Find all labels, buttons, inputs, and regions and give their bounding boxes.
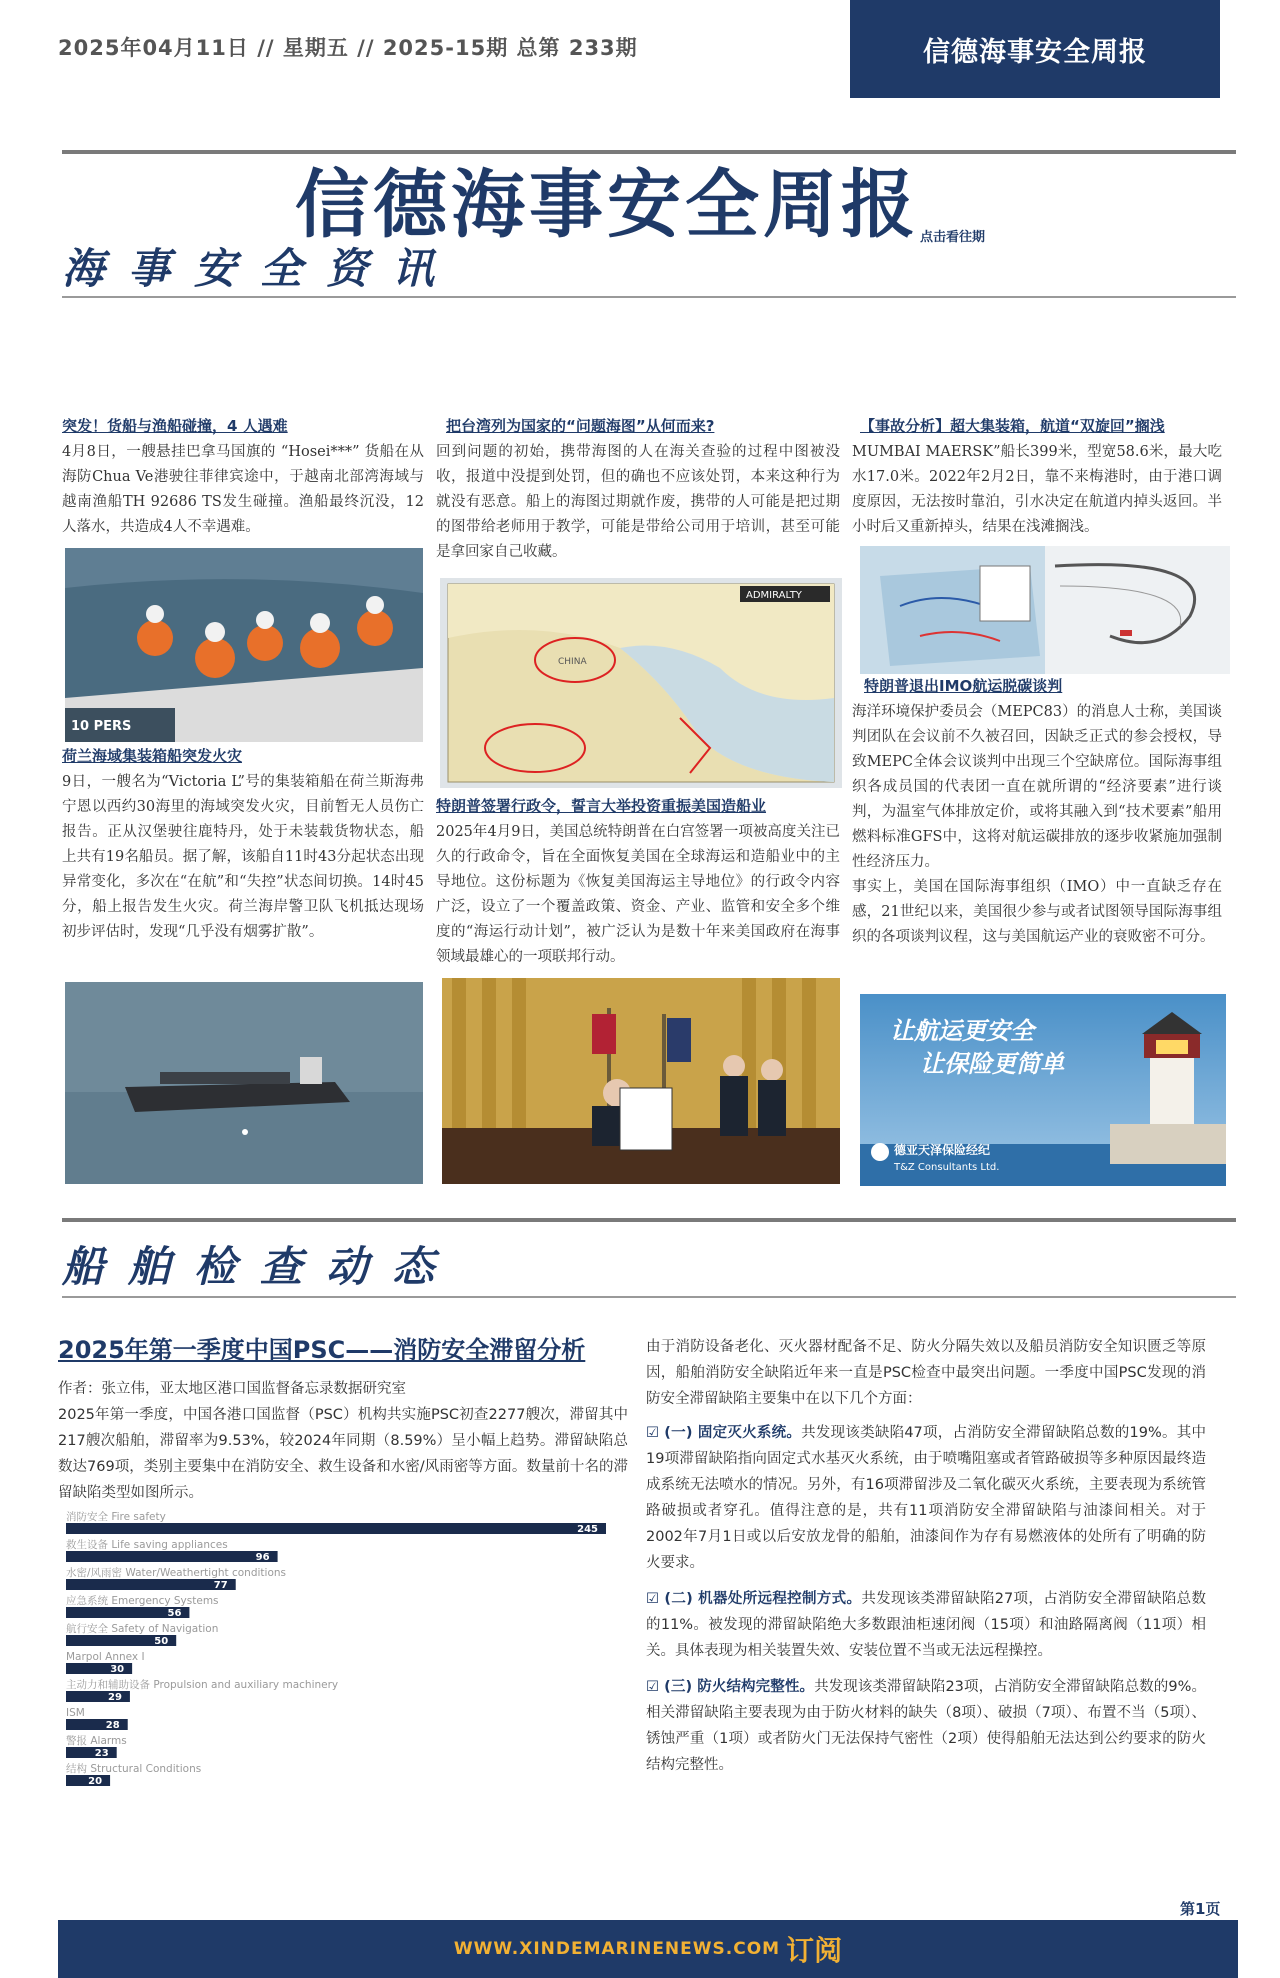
psc-detention-bar-chart (62, 1510, 622, 1790)
psc-article-title[interactable]: 2025年第一季度中国PSC——消防安全滞留分析 (58, 1336, 586, 1364)
bar-value-label: 50 (154, 1636, 169, 1647)
footer-bar (58, 1920, 1238, 1978)
insurance-ad-banner[interactable] (860, 994, 1226, 1186)
article-text-imo-1: 海洋环境保护委员会（MEPC83）的消息人士称，美国谈判团队在会议前不久被召回，因缺乏正式的参会授权，导致MEPC全体会议谈判中出现三个空缺席位。国际海事组织各成员国的代表团一直在就所谓的“经济要素”进行谈判，为温室气体排放定价，或将其融入到“技术要素”船用燃料标准GFS中，这将对航运碳排放的逐步收紧施加强制性经济压力。 (852, 704, 1222, 870)
bar-value-label: 30 (110, 1664, 125, 1675)
point-3-text: 共发现该类滞留缺陷23项，占消防安全滞留缺陷总数的9%。相关滞留缺陷主要表现为由于防火材料的缺失（8项）、破损（7项）、布置不当（5项）、锈蚀严重（1项）或者防火门无法保持气密性（2项）使得船舶无法达到公约要求的防火结构完整性。 (646, 1679, 1206, 1773)
bar-category-label: 救生设备 Life saving appliances (66, 1539, 228, 1551)
psc-intro: 2025年第一季度，中国各港口国监督（PSC）机构共实施PSC初查2277艘次，滞留其中217艘次船舶，滞留率为9.53%，较2024年同期（8.59%）呈小幅上趋势。滞留缺陷总数达769项，类别主要集中在消防安全、救生设备和水密/风雨密等方面。数量前十名的滞留缺陷类型如图所示。 (58, 1407, 628, 1501)
point-3-label: (三) 防火结构完整性。 (664, 1679, 815, 1695)
section-rule-inspection (62, 1296, 1236, 1298)
past-issues-link[interactable]: 点击看往期 (920, 230, 986, 245)
page-number: 第1页 (1180, 1900, 1221, 1918)
bar-category-label: 结构 Structural Conditions (66, 1763, 202, 1775)
analysis-point-3 (646, 1674, 1206, 1778)
article-text-imo-2: 事实上，美国在国际海事组织（IMO）中一直缺乏存在感，21世纪以来，美国很少参与或者试图领导国际海事组织的各项谈判议程，这与美国航运产业的衰败密不可分。 (852, 879, 1222, 945)
article-headline-shipbuilding[interactable]: 特朗普签署行政令，誓言大举投资重振美国造船业 (436, 797, 767, 815)
bar-category-label: 应急系统 Emergency Systems (66, 1595, 219, 1607)
bar-category-label: 警报 Alarms (66, 1735, 127, 1747)
grounding-track-diagram (860, 546, 1230, 674)
analysis-intro: 由于消防设备老化、灭火器材配备不足、防火分隔失效以及船员消防安全知识匮乏等原因，船舶消防安全缺陷近年来一直是PSC检查中最突出问题。一季度中国PSC发现的消防安全滞留缺陷主要集中在以下几个方面： (646, 1339, 1206, 1407)
point-1-text: 共发现该类缺陷47项，占消防安全滞留缺陷总数的19%。其中19项滞留缺陷指向固定式水基灭火系统，由于喷嘴阻塞或者管路破损等多种原因最终造成系统无法喷水的情况。另外，有16项滞留涉及二氧化碳灭火系统，主要表现为系统管路破损或者穿孔。值得注意的是，共有11项消防安全滞留缺陷与油漆间相关。对于2002年7月1日或以后安放龙骨的船舶，油漆间作为存有易燃液体的处所有了明确的防火要求。 (646, 1425, 1206, 1571)
point-2-text: 共发现该类滞留缺陷27项，占消防安全滞留缺陷总数的11%。被发现的滞留缺陷绝大多数跟油柜速闭阀（15项）和油路隔离阀（11项）相关。具体表现为相关装置失效、安装位置不当或无法远程操控。 (646, 1591, 1206, 1659)
bar-value-label: 28 (105, 1720, 120, 1731)
article-text-shipbuilding: 2025年4月9日，美国总统特朗普在白宫签署一项被高度关注已久的行政命令，旨在全面恢复美国在全球海运和造船业中的主导地位。这份标题为《恢复美国海运主导地位》的行政令内容广泛，设立了一个覆盖政策、资金、产业、监管和安全多个维度的“海运行动计划”，被广泛认为是数十年来美国政府在海事领域最雄心的一项联邦行动。 (436, 824, 840, 965)
checkbox-icon: ☑ (646, 1679, 665, 1695)
article-text-fire: 9日，一艘名为“Victoria L”号的集装箱船在荷兰斯海弗宁恩以西约30海里的海域突发火灾，目前暂无人员伤亡报告。正从汉堡驶往鹿特丹，处于未装载货物状态，船上共有19名船员。据了解，该船自11时43分起状态出现异常变化，多次在“在航”和“失控”状态间切换。14时45分，船上报告发生火灾。荷兰海岸警卫队飞机抵达现场初步评估时，发现“几乎没有烟雾扩散”。 (62, 774, 424, 940)
point-1-label: (一) 固定灭火系统。 (664, 1425, 802, 1441)
bar-category-label: Marpol Annex I (66, 1651, 145, 1663)
article-text-grounding: MUMBAI MAERSK”船长399米，型宽58.6米，最大吃水17.0米。2022年2月2日，靠不来梅港时，由于港口调度原因，无法按时靠泊，引水决定在航道内掉头返回。半小时后又重新掉头，结果在浅滩搁浅。 (852, 444, 1222, 535)
bar-value-label: 23 (94, 1748, 109, 1759)
article-headline-collision[interactable]: 突发！货船与渔船碰撞，4 人遇难 (62, 417, 288, 435)
ad-slogan-1: 让航运更安全 (890, 1017, 1034, 1045)
section-rule-inspection-top (62, 1218, 1236, 1222)
checkbox-icon: ☑ (646, 1591, 665, 1607)
china-map-label: CHINA (558, 657, 587, 667)
article-headline-fire[interactable]: 荷兰海域集装箱船突发火灾 (62, 747, 243, 765)
bar-value-label: 245 (577, 1524, 598, 1535)
bar-category-label: ISM (66, 1707, 85, 1719)
masthead-title: 信德海事安全周报 (295, 162, 919, 248)
ad-brand: 德亚天泽保险经纪 (894, 1143, 991, 1157)
analysis-point-1 (646, 1420, 1206, 1576)
article-headline-chart[interactable]: 把台湾列为国家的“问题海图”从何而来? (446, 417, 715, 435)
news-column-3 (852, 414, 1222, 540)
news-column-2 (436, 414, 840, 565)
checkbox-icon: ☑ (646, 1425, 665, 1441)
bar-0 (66, 1523, 606, 1534)
analysis-point-2 (646, 1586, 1206, 1664)
bar-value-label: 77 (213, 1580, 228, 1591)
ship-at-sea-photo (65, 982, 423, 1184)
article-text-collision: 4月8日，一艘悬挂巴拿马国旗的 “Hosei***” 货船在从海防Chua Ve港驶往菲律宾途中，于越南北部湾海域与越南渔船TH 92686 TS发生碰撞。渔船最终沉没，12人落水，共造成4人不幸遇难。 (62, 444, 424, 535)
psc-analysis-column (646, 1334, 1206, 1778)
article-text-chart: 回到问题的初始，携带海图的人在海关查验的过程中图被没收，报道中没提到处罚，但的确也不应该处罚，本来这种行为就没有恶意。船上的海图过期就作废，携带的人可能是把过期的图带给老师用于教学，可能是带给公司用于培训，甚至可能是拿回家自己收藏。 (436, 444, 840, 560)
psc-article-body (58, 1376, 628, 1506)
subscribe-link[interactable]: 订阅 (786, 1934, 843, 1967)
nautical-chart-photo (440, 578, 842, 788)
article-headline-imo[interactable]: 特朗普退出IMO航运脱碳谈判 (864, 677, 1063, 695)
news-column-1b (62, 744, 424, 945)
section-title-news: 海事安全资讯 (62, 244, 459, 293)
masthead-rule-top (62, 150, 1236, 154)
bar-value-label: 56 (167, 1608, 182, 1619)
issue-date-line: 2025年04月11日 // 星期五 // 2025-15期 总第 233期 (58, 36, 638, 60)
header-badge: 信德海事安全周报 (850, 0, 1220, 98)
admiralty-label: ADMIRALTY (746, 590, 802, 601)
bar-category-label: 主动力和辅助设备 Propulsion and auxiliary machinery (66, 1679, 339, 1691)
bar-category-label: 航行安全 Safety of Navigation (66, 1623, 219, 1635)
psc-author: 作者：张立伟，亚太地区港口国监督备忘录数据研究室 (58, 1381, 406, 1397)
website-link[interactable]: WWW.XINDEMARINENEWS.COM (453, 1939, 781, 1959)
section-title-inspection: 船舶检查动态 (62, 1242, 459, 1291)
news-column-1 (62, 414, 424, 540)
bar-value-label: 29 (107, 1692, 122, 1703)
bar-8 (66, 1747, 117, 1758)
bar-category-label: 水密/风雨密 Water/Weathertight conditions (66, 1567, 286, 1579)
bar-2 (66, 1579, 236, 1590)
article-headline-grounding[interactable]: 【事故分析】超大集装箱，航道“双旋回”搁浅 (860, 417, 1165, 435)
ad-slogan-2: 让保险更简单 (920, 1050, 1064, 1078)
news-column-2b (436, 794, 840, 970)
section-rule-news (62, 296, 1236, 298)
white-house-signing-photo (442, 978, 840, 1184)
bar-1 (66, 1551, 278, 1562)
ad-brand-en: T&Z Consultants Ltd. (894, 1162, 1000, 1173)
point-2-label: (二) 机器处所远程控制方式。 (664, 1591, 862, 1607)
bar-category-label: 消防安全 Fire safety (66, 1511, 166, 1523)
boat-marking-label: 10 PERS (71, 719, 132, 734)
news-column-3b (852, 674, 1222, 950)
bar-value-label: 20 (88, 1776, 103, 1787)
bar-value-label: 96 (255, 1552, 270, 1563)
rescue-photo (65, 548, 423, 742)
